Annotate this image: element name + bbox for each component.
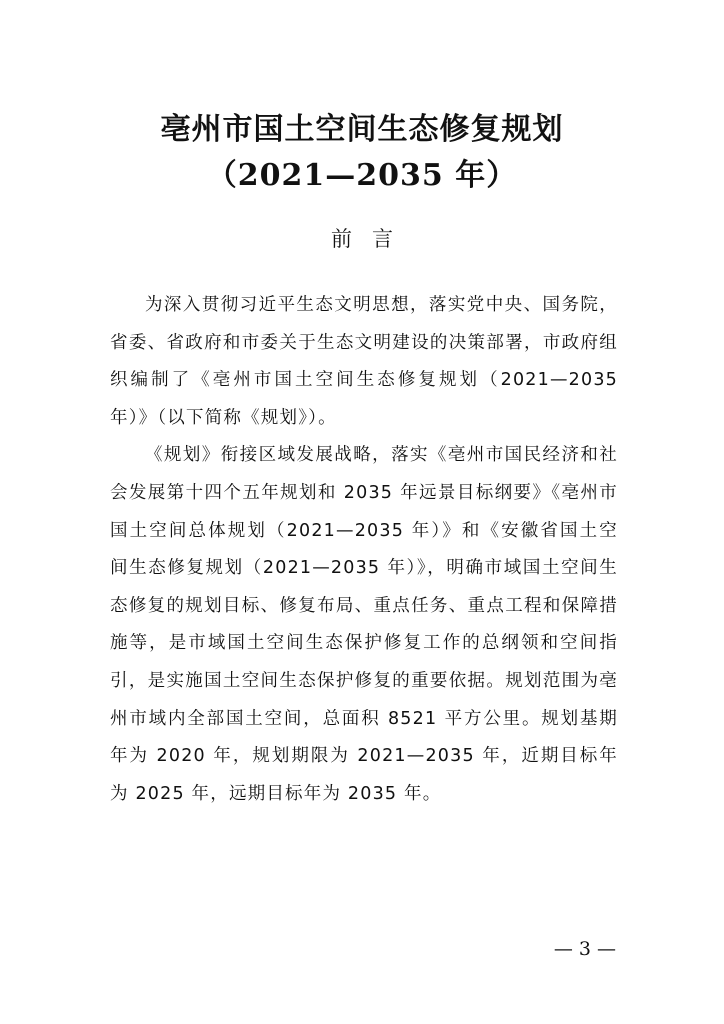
paragraph: 为深入贯彻习近平生态文明思想，落实党中央、国务院，省委、省政府和市委关于生态文明建设的决策部署，市政府组织编制了《亳州市国土空间生态修复规划（2021—2035 年）》（以下简称《规划》）。	[110, 295, 618, 428]
document-subtitle: （2021—2035 年）	[206, 158, 518, 193]
paragraph: 《规划》衔接区域发展战略，落实《亳州市国民经济和社会发展第十四个五年规划和 2035 年远景目标纲要》《亳州市国土空间总体规划（2021—2035 年）》和《安徽省国土空间生态修复规划（2021—2035 年）》，明确市域国土空间生态修复的规划目标、修复布局、重点任务、重点工程和保障措施等，是市域国土空间生态保护修复工作的总纲领和空间指引，是实施国土空间生态保护修复的重要依据。规划范围为亳州市域内全部国土空间，总面积 8521 平方公里。规划基期年为 2020 年，规划期限为 2021—2035 年，近期目标年为 2025 年，远期目标年为 2035 年。	[110, 445, 618, 804]
section-heading: 前言	[331, 227, 413, 251]
document-title: 亳州市国土空间生态修复规划	[160, 112, 564, 147]
page-number: — 3 —	[553, 938, 616, 960]
document-body	[110, 287, 618, 813]
